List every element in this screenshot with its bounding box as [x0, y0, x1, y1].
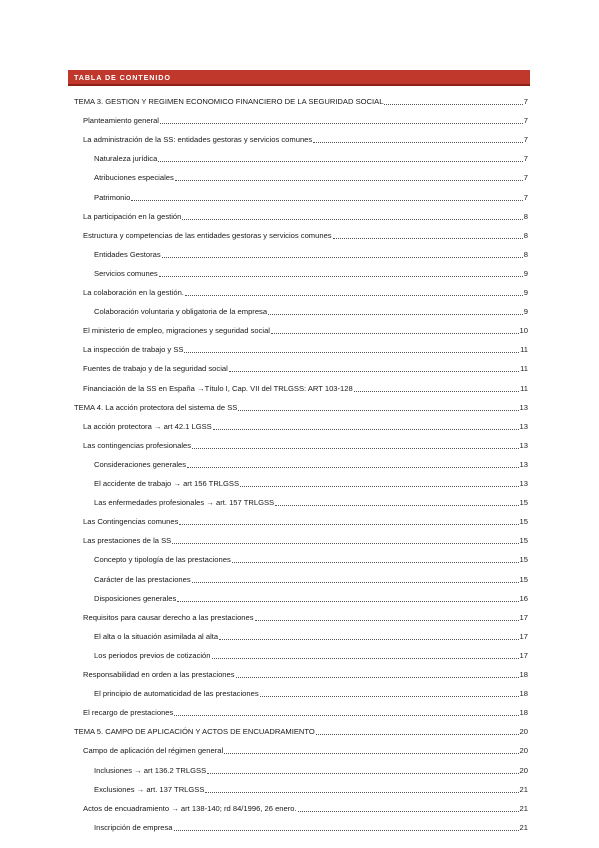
toc-entry-title: Patrimonio — [94, 192, 131, 202]
toc-entry-title: Requisitos para causar derecho a las prestaciones — [83, 612, 254, 622]
toc-entry-page: 21 — [519, 822, 528, 832]
toc-entry[interactable] — [74, 152, 528, 164]
toc-entry-page: 11 — [520, 345, 528, 355]
toc-entry-leader — [187, 466, 519, 468]
toc-entry-title: Los periodos previos de cotización — [94, 650, 211, 660]
toc-entry-leader — [268, 313, 523, 315]
toc-entry-page: 9 — [523, 288, 528, 297]
toc-entry-title: Las enfermedades profesionales → art. 157 TRLGSS — [94, 498, 275, 508]
toc-entry[interactable] — [74, 458, 528, 470]
toc-entry-title: Entidades Gestoras — [94, 249, 161, 259]
toc-entry-title: TEMA 3. GESTION Y REGIMEN ECONOMICO FINANCIERO DE LA SEGURIDAD SOCIAL — [74, 97, 384, 106]
toc-entry-leader — [240, 485, 518, 487]
toc-entry-leader — [131, 199, 522, 201]
toc-entry[interactable] — [74, 649, 528, 661]
toc-entry[interactable] — [74, 95, 528, 107]
toc-entry-page: 18 — [519, 670, 528, 679]
toc-entry-title: Disposiciones generales — [94, 593, 177, 603]
toc-entry-page: 13 — [519, 479, 528, 488]
toc-entry-title: La colaboración en la gestión. — [83, 288, 184, 297]
toc-entry[interactable] — [74, 114, 528, 126]
toc-entry[interactable] — [74, 668, 528, 680]
toc-entry-title: La participación en la gestión — [83, 211, 182, 221]
toc-entry-page: 20 — [519, 727, 528, 737]
toc-entry-page: 11 — [520, 364, 528, 374]
toc-entry[interactable] — [74, 744, 528, 756]
toc-entry-page: 15 — [519, 536, 528, 546]
toc-entry-title: Las Contingencias comunes — [83, 517, 179, 527]
toc-entry-leader — [236, 676, 519, 678]
toc-entry-page: 8 — [523, 211, 528, 221]
toc-entry[interactable] — [74, 248, 528, 260]
toc-entry-page: 18 — [519, 708, 528, 718]
toc-entry[interactable] — [74, 534, 528, 546]
toc-entry-title: Carácter de las prestaciones — [94, 574, 191, 584]
toc-entry-page: 13 — [519, 459, 528, 469]
toc-entry-title: Estructura y competencias de las entidades gestoras y servicios comunes — [83, 230, 332, 240]
toc-entry[interactable] — [74, 439, 528, 451]
toc-entry[interactable] — [74, 477, 528, 489]
toc-entry[interactable] — [74, 267, 528, 279]
toc-entry[interactable] — [74, 496, 528, 508]
toc-entry-page: 20 — [519, 765, 528, 775]
toc-entry-title: Responsabilidad en orden a las prestaciones — [83, 670, 235, 679]
toc-entry-title: Planteamiento general — [83, 116, 159, 126]
toc-entry[interactable] — [74, 687, 528, 699]
toc-entry-leader — [179, 523, 518, 525]
toc-entry-page: 15 — [519, 498, 528, 508]
toc-entry-title: Consideraciones generales — [94, 459, 187, 469]
toc-entry-title: Concepto y tipología de las prestaciones — [94, 555, 231, 565]
toc-entry-title: El ministerio de empleo, migraciones y seguridad social — [83, 326, 270, 336]
toc-entry-page: 7 — [523, 116, 528, 126]
toc-entry-leader — [172, 542, 518, 544]
toc-entry-page: 7 — [523, 173, 528, 183]
toc-entry[interactable] — [74, 382, 528, 394]
toc-entry-title: TEMA 5. CAMPO DE APLICACIÓN Y ACTOS DE ENCUADRAMIENTO — [74, 727, 315, 737]
toc-entry-title: Las contingencias profesionales — [83, 440, 192, 450]
toc-entry-title: Las prestaciones de la SS — [83, 536, 172, 546]
toc-entry[interactable] — [74, 362, 528, 374]
toc-entry-page: 20 — [519, 746, 528, 756]
toc-entry[interactable] — [74, 210, 528, 222]
toc-entry[interactable] — [74, 553, 528, 565]
toc-entry-leader — [224, 752, 518, 754]
toc-entry-leader — [205, 791, 518, 793]
toc-entry-leader — [316, 733, 519, 735]
toc-entry-page: 16 — [519, 593, 528, 603]
toc-heading-bar — [68, 70, 530, 86]
toc-entry-page: 7 — [523, 192, 528, 202]
toc-entry-page: 15 — [519, 555, 528, 565]
toc-entry-page: 13 — [519, 421, 528, 431]
toc-entry[interactable] — [74, 286, 528, 298]
toc-entry-leader — [212, 657, 519, 659]
toc-entry-title: Naturaleza jurídica — [94, 154, 158, 164]
toc-entry-page: 15 — [519, 574, 528, 584]
toc-entry[interactable] — [74, 783, 528, 795]
toc-entry-title: Colaboración voluntaria y obligatoria de la empresa — [94, 307, 268, 317]
toc-entry-title: Exclusiones → art. 137 TRLGSS — [94, 784, 205, 794]
toc-entry-page: 21 — [519, 803, 528, 813]
toc-entry[interactable] — [74, 611, 528, 623]
toc-entry-page: 8 — [523, 249, 528, 259]
toc-entry-leader — [185, 294, 523, 296]
toc-entry-page: 7 — [523, 135, 528, 145]
toc-entry-title: Servicios comunes — [94, 268, 158, 278]
toc-entry-title: Inscripción de empresa — [94, 822, 173, 832]
toc-entry-page: 10 — [519, 326, 528, 336]
toc-entry[interactable] — [74, 764, 528, 776]
toc-entry[interactable] — [74, 592, 528, 604]
toc-entry-title: La administración de la SS: entidades gestoras y servicios comunes — [83, 135, 313, 145]
toc-entry[interactable] — [74, 706, 528, 718]
toc-entry-title: Campo de aplicación del régimen general — [83, 746, 224, 756]
toc-entry-title: Actos de encuadramiento → art 138-140; rd 84/1996, 26 enero. — [83, 803, 297, 813]
toc-entry[interactable] — [74, 573, 528, 585]
toc-entry[interactable] — [74, 305, 528, 317]
toc-entry-leader — [255, 619, 519, 621]
toc-entry-leader — [238, 409, 518, 411]
toc-entry-page: 13 — [519, 440, 528, 450]
toc-entry-page: 7 — [523, 97, 528, 106]
toc-entry-page: 15 — [519, 517, 528, 527]
toc-entry-title: El recargo de prestaciones — [83, 708, 174, 718]
toc-entry-page: 17 — [519, 650, 528, 660]
toc-entry[interactable] — [74, 171, 528, 183]
toc-entry-leader — [184, 351, 519, 353]
toc-entry-leader — [207, 772, 518, 774]
toc-entry-leader — [192, 447, 518, 449]
toc-entry-title: El alta o la situación asimilada al alta — [94, 631, 219, 641]
toc-entry-page: 18 — [519, 689, 528, 699]
toc-entry[interactable] — [74, 802, 528, 814]
toc-entry-leader — [298, 810, 519, 812]
toc-entry[interactable] — [74, 401, 528, 413]
toc-entry-title: El principio de automaticidad de las prestaciones — [94, 689, 259, 699]
toc-entry-title: El accidente de trabajo → art 156 TRLGSS — [94, 479, 240, 488]
toc-entry-page: 13 — [519, 402, 528, 412]
toc-entry-title: TEMA 4. La acción protectora del sistema de SS — [74, 402, 238, 412]
toc-entry-page: 8 — [523, 230, 528, 240]
toc-entry-page: 9 — [523, 307, 528, 317]
toc-entry-title: La acción protectora → art 42.1 LGSS — [83, 421, 212, 431]
toc-entry-leader — [182, 218, 522, 220]
toc-entry-title: Inclusiones → art 136.2 TRLGSS — [94, 765, 207, 775]
toc-entry-page: 11 — [520, 383, 528, 393]
toc-entry-leader — [174, 714, 518, 716]
toc-entry-page: 9 — [523, 268, 528, 278]
toc-entry-leader — [174, 829, 519, 831]
toc-entry[interactable] — [74, 821, 528, 833]
toc-entry[interactable] — [74, 191, 528, 203]
toc-entry-leader — [354, 390, 519, 392]
toc-entry-leader — [160, 122, 523, 124]
toc-entry-leader — [229, 370, 519, 372]
toc-entry[interactable] — [74, 630, 528, 642]
toc-entry-page: 17 — [519, 631, 528, 641]
toc-heading: TABLA DE CONTENIDO — [74, 73, 171, 82]
toc-entry-page: 7 — [523, 154, 528, 164]
toc-entry-page: 17 — [519, 612, 528, 622]
toc-entry-title: Financiación de la SS en España →Título I, Cap. VII del TRLGSS: ART 103-128 — [83, 383, 353, 393]
toc-entry-title: Fuentes de trabajo y de la seguridad social — [83, 364, 228, 374]
toc-entry-leader — [159, 275, 523, 277]
toc-entry[interactable] — [74, 420, 528, 432]
toc-entry-leader — [260, 695, 519, 697]
toc-entry-leader — [213, 428, 519, 430]
toc-entry[interactable] — [74, 343, 528, 355]
toc-entry[interactable] — [74, 725, 528, 737]
toc-entry-title: Atribuciones especiales — [94, 173, 174, 183]
toc-entry-leader — [177, 600, 518, 602]
toc-entry-page: 21 — [519, 784, 528, 794]
toc-entry-leader — [192, 581, 519, 583]
toc-entry[interactable] — [74, 515, 528, 527]
toc-entry-leader — [175, 179, 523, 181]
toc-entry-leader — [219, 638, 518, 640]
toc-entry-leader — [384, 103, 522, 105]
toc-entry[interactable] — [74, 324, 528, 336]
toc-entry[interactable] — [74, 133, 528, 145]
toc-entry-leader — [333, 237, 523, 239]
toc-entry-leader — [275, 504, 518, 506]
toc-entry[interactable] — [74, 229, 528, 241]
toc-entry-leader — [162, 256, 523, 258]
toc-entry-leader — [158, 160, 522, 162]
toc-entry-leader — [313, 141, 523, 143]
toc-entry-title: La inspección de trabajo y SS — [83, 345, 184, 355]
toc-entry-leader — [232, 561, 519, 563]
toc-entry-leader — [271, 332, 519, 334]
